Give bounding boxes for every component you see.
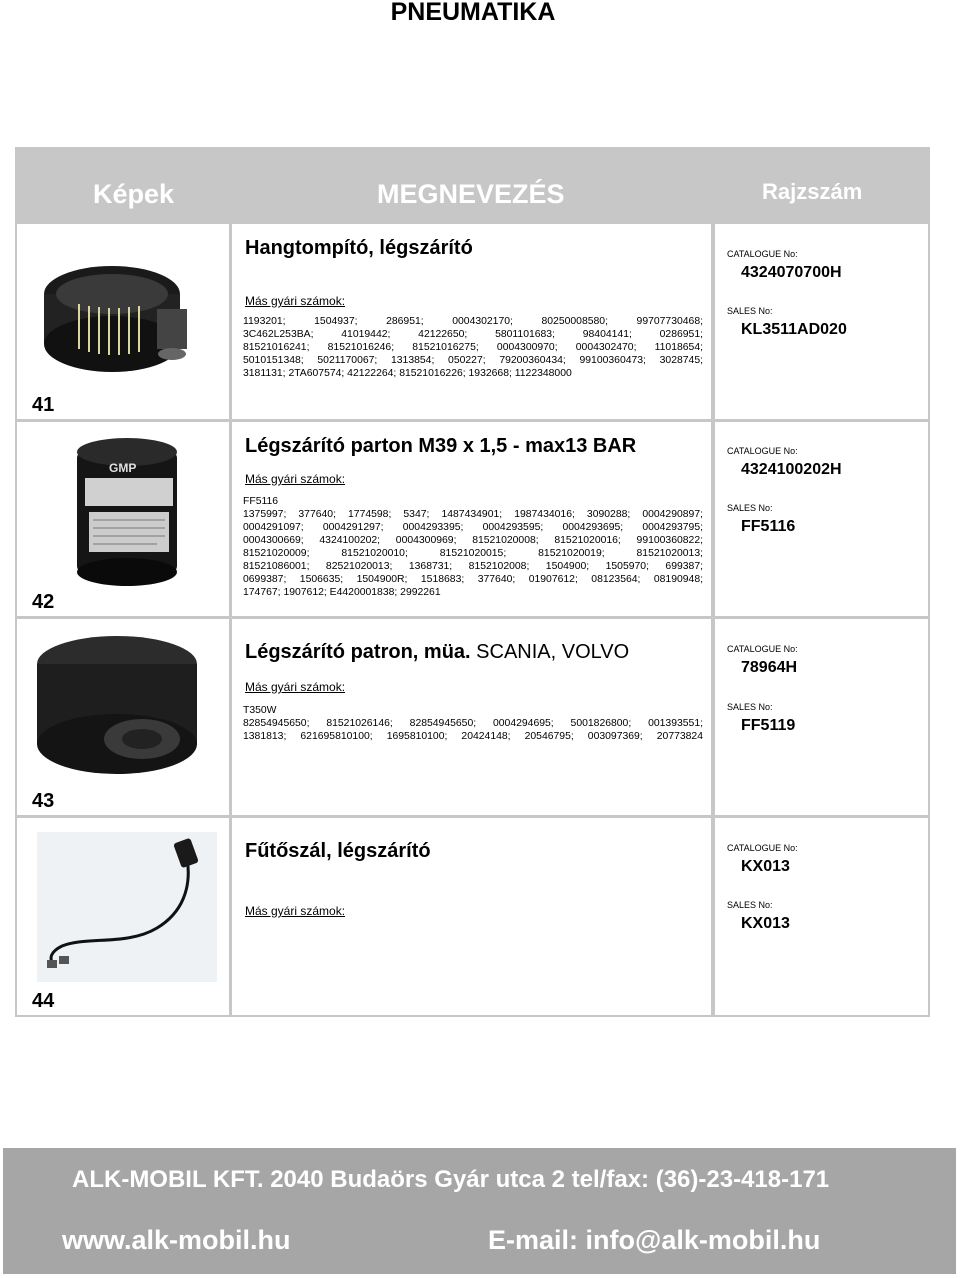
oem-line: 0699387; 1506635; 1504900R; 1518683; 377640; 01907612; 08123564; 08190948; [243, 574, 703, 585]
oem-numbers-label: Más gyári számok: [245, 294, 346, 308]
sales-number: FF5119 [741, 717, 796, 734]
sales-number: FF5116 [741, 518, 796, 535]
catalog-table [15, 147, 930, 1017]
header-name: MEGNEVEZÉS [377, 179, 565, 209]
sales-no-label: SALES No: [727, 702, 773, 712]
product-description-cell [232, 224, 711, 419]
page-title: PNEUMATIKA [390, 0, 556, 26]
oem-line: 1375997; 377640; 1774598; 5347; 1487434901; 1987434016; 3090288; 0004290897; [243, 509, 703, 520]
header-images: Képek [93, 179, 175, 209]
air-dryer-patron-image [17, 619, 229, 815]
oem-line: 82854945650; 81521026146; 82854945650; 0004294695; 5001826800; 001393551; [243, 718, 703, 729]
oem-line: 3C462L253BA; 41019442; 42122650; 5801101683; 98404141; 0286951; [243, 329, 703, 340]
catalogue-number: 78964H [741, 659, 798, 676]
product-image-cell [17, 224, 229, 419]
oem-line: 0004291097; 0004291297; 0004293395; 0004293595; 0004293695; 0004293795; [243, 522, 703, 533]
catalogue-no-label: CATALOGUE No: [727, 644, 798, 654]
header-drawing-number: Rajzszám [762, 179, 863, 204]
sales-no-label: SALES No: [727, 306, 773, 316]
product-title: Hangtompító, légszárító [245, 237, 473, 259]
table-header [15, 147, 930, 222]
oem-line: FF5116 [243, 496, 279, 507]
oem-line: 1193201; 1504937; 286951; 0004302170; 80250008580; 99707730468; [243, 316, 703, 327]
sales-number: KL3511AD020 [741, 321, 847, 338]
product-title-main: Fűtőszál, légszárító [245, 840, 431, 862]
oem-line: 174767; 1907612; E4420001838; 2992261 [243, 587, 441, 598]
sales-no-label: SALES No: [727, 900, 773, 910]
email-link[interactable]: E-mail: info@alk-mobil.hu [488, 1225, 821, 1255]
catalogue-no-label: CATALOGUE No: [727, 249, 798, 259]
oem-numbers-list [243, 495, 703, 599]
product-number-cell [715, 422, 928, 616]
product-image-cell [17, 422, 229, 616]
oem-numbers-list [243, 704, 703, 743]
catalogue-no-label: CATALOGUE No: [727, 446, 798, 456]
product-title-brands: SCANIA, VOLVO [476, 641, 630, 663]
product-row-42 [15, 422, 930, 616]
oem-numbers-label: Más gyári számok: [245, 680, 346, 694]
catalogue-no-label: CATALOGUE No: [727, 843, 798, 853]
company-address: ALK-MOBIL KFT. 2040 Budaörs Gyár utca 2 tel/fax: (36)-23-418-171 [72, 1166, 830, 1193]
oem-line: 0004300669; 4324100202; 0004300969; 81521020008; 81521020016; 99100360822; [243, 535, 703, 546]
catalogue-number: 4324070700H [741, 264, 842, 281]
product-image-cell [17, 818, 229, 1015]
product-row-44 [15, 818, 930, 1015]
product-number-cell [715, 818, 928, 1015]
row-number: 42 [32, 591, 55, 613]
sales-number: KX013 [741, 915, 790, 932]
row-number: 44 [32, 990, 55, 1012]
row-number: 43 [32, 790, 55, 812]
oem-numbers-label: Más gyári számok: [245, 472, 346, 486]
sales-no-label: SALES No: [727, 503, 773, 513]
product-title [245, 840, 431, 863]
product-number-cell [715, 619, 928, 815]
air-dryer-cartridge-image [17, 422, 229, 616]
footer-banner [3, 1148, 956, 1274]
product-description-cell [232, 619, 711, 815]
silencer-dryer-image [17, 224, 229, 419]
product-title-main: Légszárító patron, müa. [245, 641, 477, 663]
product-row-41 [15, 224, 930, 419]
catalogue-number: KX013 [741, 858, 790, 875]
svg-text:GMP: GMP [109, 461, 137, 475]
oem-numbers-label: Más gyári számok: [245, 904, 346, 918]
product-title: Légszárító parton M39 x 1,5 - max13 BAR [245, 435, 637, 457]
oem-numbers-list [243, 315, 703, 380]
oem-line: 3181131; 2TA607574; 42122264; 81521016226; 1932668; 1122348000 [243, 368, 572, 379]
row-number: 41 [32, 394, 55, 416]
product-description-cell [232, 818, 711, 1015]
website-link[interactable]: www.alk-mobil.hu [62, 1225, 291, 1255]
oem-line: 5010151348; 5021170067; 1313854; 050227; 79200360434; 99100360473; 3028745; [243, 355, 703, 366]
oem-line: 1381813; 621695810100; 1695810100; 20424148; 20546795; 003097369; 20773824 [243, 731, 703, 742]
product-image-cell [17, 619, 229, 815]
oem-line: 81521020009; 81521020010; 81521020015; 81521020019; 81521020013; [243, 548, 703, 559]
oem-line: T350W [243, 705, 277, 716]
heating-wire-image [17, 818, 229, 1015]
product-title [245, 641, 629, 664]
oem-line: 81521016241; 81521016246; 81521016275; 0004300970; 0004302470; 11018654; [243, 342, 703, 353]
catalogue-number: 4324100202H [741, 461, 842, 478]
product-row-43 [15, 619, 930, 815]
product-description-cell [232, 422, 711, 616]
product-number-cell [715, 224, 928, 419]
oem-line: 81521086001; 82521020013; 1368731; 8152102008; 1504900; 1505970; 699387; [243, 561, 703, 572]
